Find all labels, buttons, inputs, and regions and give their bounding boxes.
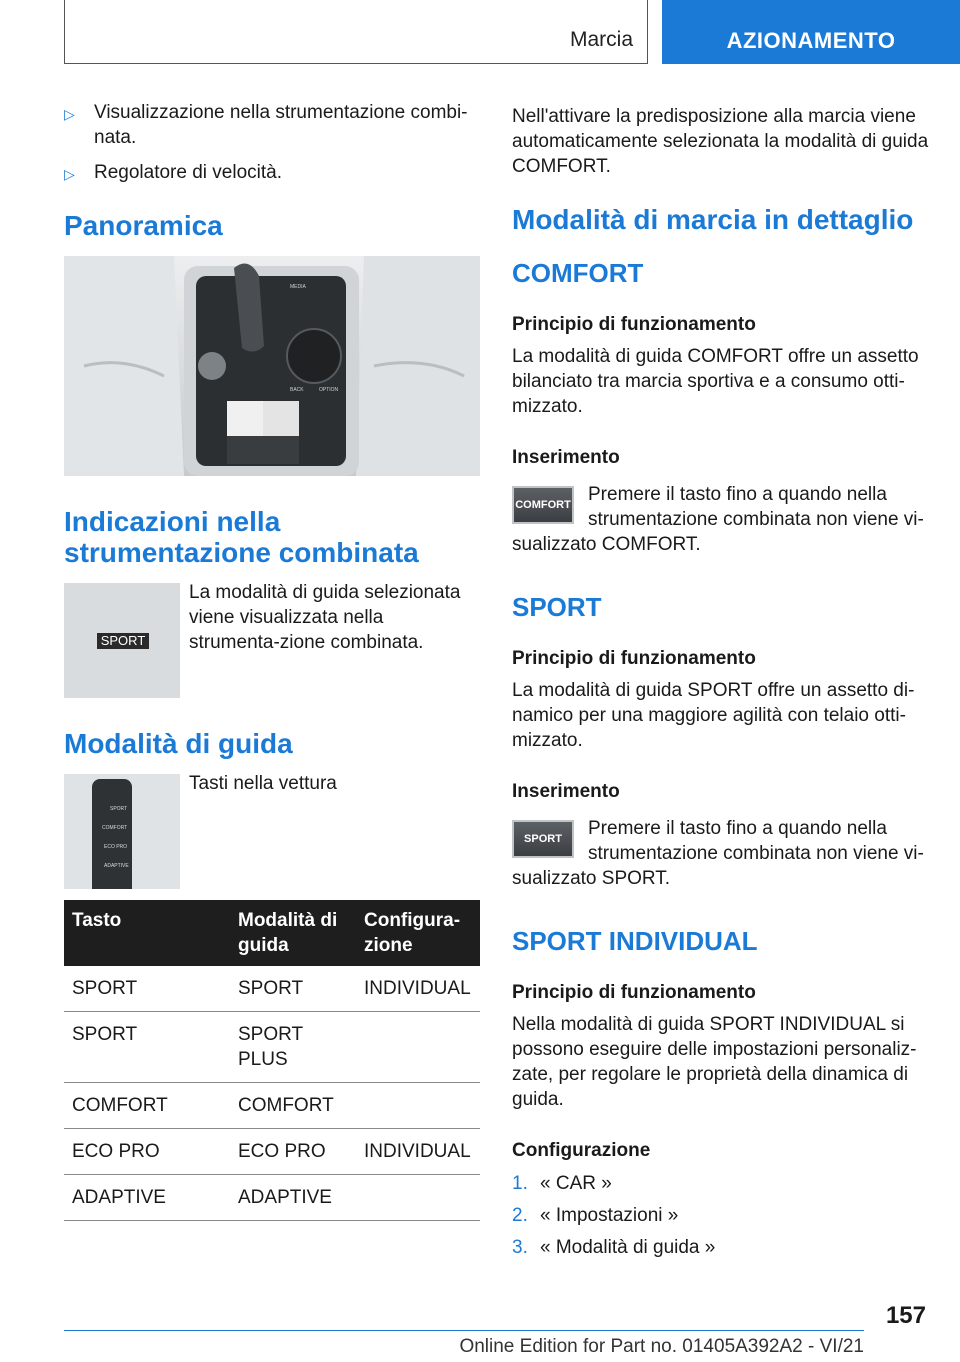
comfort-principio-heading: Principio di funzionamento bbox=[512, 314, 756, 335]
table-cell bbox=[356, 1083, 480, 1129]
heading-sport: SPORT bbox=[512, 592, 602, 622]
console-label: ECO PRO bbox=[104, 844, 128, 850]
comfort-principio-text: La modalità di guida COMFORT offre un assetto bilanciato tra marcia sportiva e a consumo otti-mizzato. bbox=[512, 346, 919, 417]
configurazione-heading: Configurazione bbox=[512, 1140, 651, 1161]
intro-text: Nell'attivare la predisposizione alla marcia viene automaticamente selezionata la modalità di guida COMFORT. bbox=[512, 106, 929, 177]
tasti-text: Tasti nella vettura bbox=[189, 773, 337, 794]
sport-inserimento-heading: Inserimento bbox=[512, 781, 620, 802]
list-item bbox=[512, 1171, 715, 1196]
photo-label-back: BACK bbox=[290, 387, 304, 393]
photo-label-media: MEDIA bbox=[290, 284, 306, 290]
table-header-cell: Modalità di guida bbox=[230, 900, 356, 966]
footer-edition: Online Edition for Part no. 01405A392A2 - VI/21 bbox=[459, 1336, 864, 1357]
console-label: COMFORT bbox=[102, 825, 128, 831]
table-cell: ECO PRO bbox=[64, 1129, 230, 1175]
sport-principio-heading: Principio di funzionamento bbox=[512, 648, 756, 669]
header-chapter-title: AZIONAMENTO bbox=[726, 28, 896, 53]
heading-comfort: COMFORT bbox=[512, 258, 644, 288]
console-photo bbox=[64, 256, 480, 476]
triangle-bullet-icon: ▷ bbox=[64, 166, 75, 182]
table-cell: SPORT PLUS bbox=[230, 1012, 356, 1083]
heading-sport-individual: SPORT INDIVIDUAL bbox=[512, 926, 758, 956]
table-cell: SPORT bbox=[230, 966, 356, 1012]
table-header-cell: Tasto bbox=[64, 900, 230, 966]
header-chapter-box bbox=[662, 0, 960, 64]
table-cell: COMFORT bbox=[64, 1083, 230, 1129]
table-cell bbox=[356, 1175, 480, 1221]
bullet-text: Visualizzazione nella strumentazione combi-nata. bbox=[94, 102, 468, 148]
sport-display-label: SPORT bbox=[97, 633, 149, 649]
list-item bbox=[512, 1203, 715, 1228]
table-cell: INDIVIDUAL bbox=[356, 1129, 480, 1175]
page-number: 157 bbox=[885, 1302, 926, 1329]
step-number: 2. bbox=[512, 1205, 528, 1226]
footer-divider bbox=[64, 1330, 864, 1331]
sport-principio-text: La modalità di guida SPORT offre un assetto di-namico per una maggiore agilità con telaio otti-mizzato. bbox=[512, 680, 915, 751]
photo-label-option: OPTION bbox=[319, 387, 339, 393]
table-row bbox=[64, 1083, 480, 1129]
console-label: ADAPTIVE bbox=[104, 863, 129, 869]
console-label: SPORT bbox=[110, 806, 128, 812]
indicazioni-text: La modalità di guida selezionata viene visualizzata nella strumenta-zione combinata. bbox=[189, 582, 461, 653]
table-header-row bbox=[64, 900, 480, 966]
table-row bbox=[64, 1012, 480, 1083]
table-row bbox=[64, 1175, 480, 1221]
heading-dettaglio: Modalità di marcia in dettaglio bbox=[512, 204, 914, 235]
table-cell: ECO PRO bbox=[230, 1129, 356, 1175]
table-cell bbox=[356, 1012, 480, 1083]
comfort-inserimento-text-end: sualizzato COMFORT. bbox=[512, 534, 701, 555]
individual-principio-text: Nella modalità di guida SPORT INDIVIDUAL si possono eseguire delle impostazioni personaliz-zate, per regolare le proprietà della dinamica di guida. bbox=[512, 1014, 917, 1110]
configurazione-steps bbox=[512, 1171, 715, 1267]
sport-display-image bbox=[64, 583, 180, 698]
table-row bbox=[64, 966, 480, 1012]
step-text: « CAR » bbox=[540, 1173, 612, 1194]
bullet-text: Regolatore di velocità. bbox=[94, 162, 282, 183]
individual-principio-heading: Principio di funzionamento bbox=[512, 982, 756, 1003]
triangle-bullet-icon: ▷ bbox=[64, 106, 75, 122]
heading-panoramica: Panoramica bbox=[64, 210, 223, 241]
comfort-inserimento-text: Premere il tasto fino a quando nella strumentazione combinata non viene vi- bbox=[588, 484, 924, 530]
step-text: « Impostazioni » bbox=[540, 1205, 679, 1226]
step-number: 1. bbox=[512, 1173, 528, 1194]
comfort-button-image: COMFORT bbox=[512, 486, 574, 524]
sport-button-image: SPORT bbox=[512, 820, 574, 858]
modes-table bbox=[64, 900, 480, 1221]
header-section-title: Marcia bbox=[569, 28, 633, 51]
table-cell: SPORT bbox=[64, 1012, 230, 1083]
sport-inserimento-text: Premere il tasto fino a quando nella strumentazione combinata non viene vi- bbox=[588, 818, 924, 864]
left-column bbox=[64, 100, 480, 197]
heading-modalita-di-guida: Modalità di guida bbox=[64, 728, 293, 759]
header-section-box bbox=[64, 0, 648, 64]
heading-indicazioni: Indicazioni nella strumentazione combinata bbox=[64, 506, 419, 568]
sport-inserimento-text-end: sualizzato SPORT. bbox=[512, 868, 671, 889]
step-text: « Modalità di guida » bbox=[540, 1237, 716, 1258]
comfort-inserimento-heading: Inserimento bbox=[512, 447, 620, 468]
table-cell: COMFORT bbox=[230, 1083, 356, 1129]
table-cell: INDIVIDUAL bbox=[356, 966, 480, 1012]
list-item bbox=[512, 1235, 715, 1260]
table-cell: ADAPTIVE bbox=[64, 1175, 230, 1221]
console-illustration bbox=[64, 256, 480, 476]
table-cell: ADAPTIVE bbox=[230, 1175, 356, 1221]
bullet-item bbox=[64, 160, 480, 187]
table-row bbox=[64, 1129, 480, 1175]
table-cell: SPORT bbox=[64, 966, 230, 1012]
bullet-item bbox=[64, 100, 480, 150]
table-header-cell: Configura-zione bbox=[356, 900, 480, 966]
step-number: 3. bbox=[512, 1237, 528, 1258]
console-buttons-image bbox=[64, 774, 180, 889]
